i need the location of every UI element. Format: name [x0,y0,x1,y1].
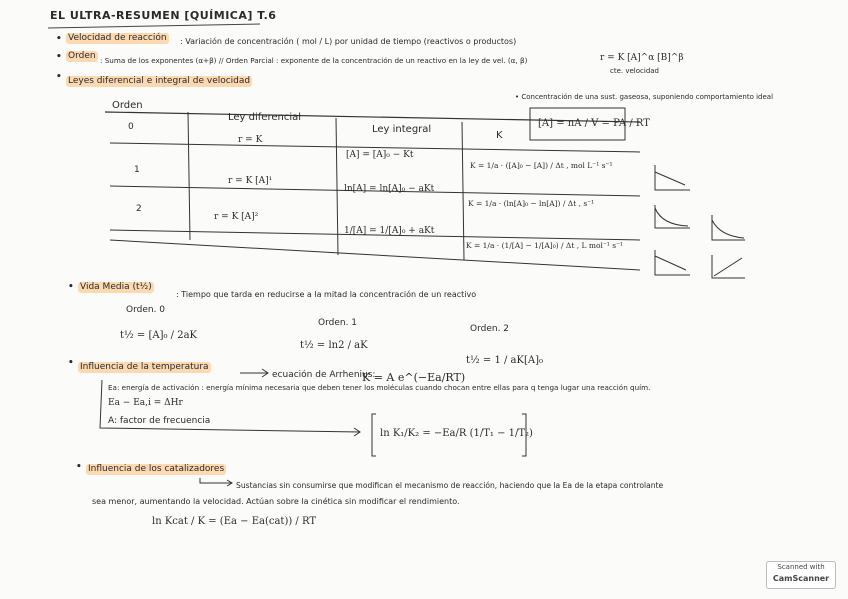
table-cell: r = K [238,135,263,145]
page-title: EL ULTRA-RESUMEN [QUÍMICA] T.6 [50,9,277,22]
temperatura-label: Influencia de la temperatura [80,362,209,372]
bullet: • [68,282,74,292]
arrhenius-formula: K = A e^(−Ea/RT) [362,371,466,384]
bullet: • [56,52,62,62]
velocidad-label: Velocidad de reacción [68,33,167,43]
orden1-label: Orden. 1 [318,318,358,328]
table-cell: [A] = [A]₀ − Kt [346,150,414,160]
table-cell: ln[A] = ln[A]₀ − aKt [344,184,435,194]
orden-text: : Suma de los exponentes (α+β) // Orden Parcial : exponente de la concentración de un reactivo en la ley de vel. (α, β) [100,56,528,65]
vida-media-label: Vida Media (t½) [80,282,152,292]
table-header-int: Ley integral [372,124,432,135]
table-header-orden: Orden [112,100,143,111]
catalizadores-text2: sea menor, aumentando la velocidad. Actúan sobre la cinética sin modificar el rendimiento. [92,497,460,506]
orden1-formula: t½ = ln2 / aK [300,340,368,351]
bullet: • [68,358,74,368]
table-cell: K = 1/a · ([A]₀ − [A]) / Δt , mol L⁻¹ s⁻¹ [470,161,613,170]
camscanner-badge [766,561,836,589]
ea-relation: Ea − Ea,i = ΔHr [108,398,183,408]
leyes-label: Leyes diferencial e integral de velocidad [68,76,251,86]
scanner-line1: Scanned with [777,563,825,571]
bullet: • [56,34,62,44]
orden2-label: Orden. 2 [470,324,510,334]
table-header-k: K [496,130,503,141]
ea-definition: Ea: energía de activación : energía mínima necesaria que deben tener los moléculas cuando chocan entre ellas para q tenga lugar una reacción quím. [108,383,651,392]
leyes-note: • Concentración de una sust. gaseosa, suponiendo comportamiento ideal [515,93,774,101]
bullet: • [56,72,62,82]
orden-label: Orden [68,51,96,61]
conc-formula: [A] = nA / V = PA / RT [538,118,650,129]
a-definition: A: factor de frecuencia [108,416,211,426]
velocidad-text: : Variación de concentración ( mol / L) por unidad de tiempo (reactivos o productos) [180,37,517,46]
table-cell: K = 1/a · (ln[A]₀ − ln[A]) / Δt , s⁻¹ [468,199,595,208]
table-cell: 0 [128,122,134,132]
table-header-dif: Ley diferencial [228,112,302,123]
orden0-formula: t½ = [A]₀ / 2aK [120,330,198,341]
ln-formula: ln K₁/K₂ = −Ea/R (1/T₁ − 1/T₂) [380,428,533,439]
table-cell: 1 [134,165,140,175]
table-cell: 1/[A] = 1/[A]₀ + aKt [344,226,435,236]
catalizadores-formula: ln Kcat / K = (Ea − Ea(cat)) / RT [152,516,316,527]
bullet: • [76,462,82,472]
catalizadores-label: Influencia de los catalizadores [88,464,225,474]
vida-media-text: : Tiempo que tarda en reducirse a la mitad la concentración de un reactivo [176,290,477,299]
catalizadores-text1: Sustancias sin consumirse que modifican el mecanismo de reacción, haciendo que la Ea de la etapa controlante [236,481,664,490]
orden0-label: Orden. 0 [126,305,166,315]
temperatura-text: ecuación de Arrhenius: [272,370,376,380]
scanner-line2: CamScanner [772,574,830,583]
velocidad-note: cte. velocidad [610,67,659,75]
table-cell: r = K [A]¹ [228,176,273,186]
orden2-formula: t½ = 1 / aK[A]₀ [466,355,544,366]
table-cell: 2 [136,204,142,214]
velocidad-formula: r = K [A]^α [B]^β [600,53,684,63]
table-cell: K = 1/a · (1/[A] − 1/[A]₀) / Δt , L mol⁻¹ s⁻¹ [466,241,624,250]
table-cell: r = K [A]² [214,212,259,222]
